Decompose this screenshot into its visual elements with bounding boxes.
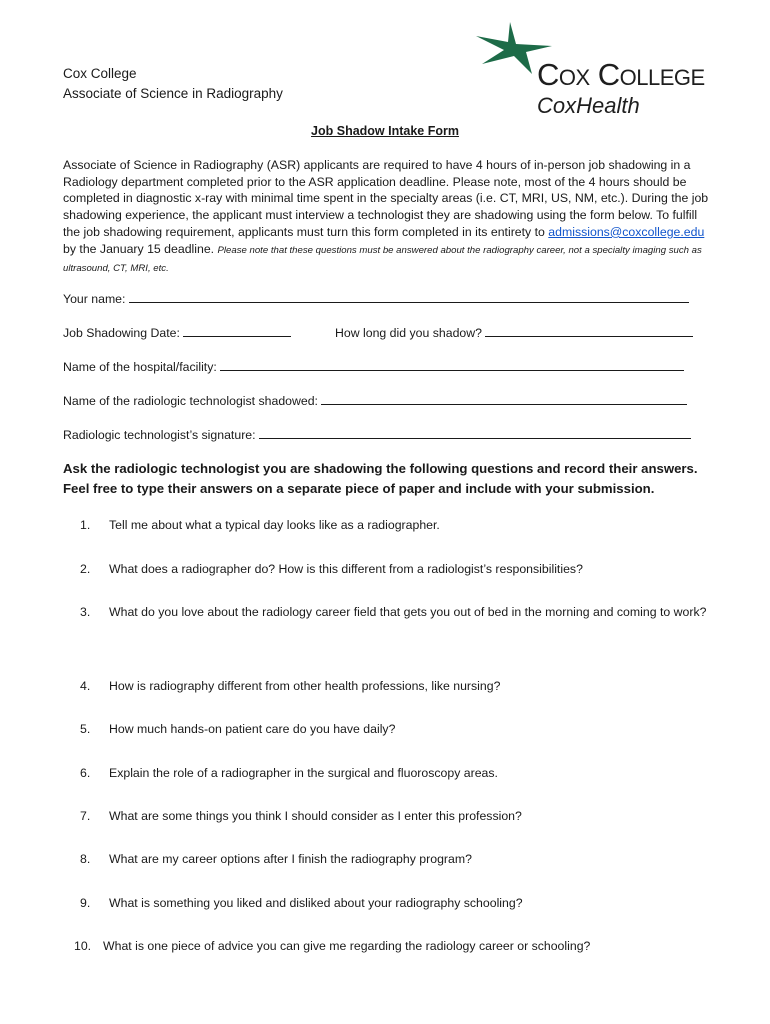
date-field[interactable] [183, 324, 291, 337]
date-label: Job Shadowing Date: [63, 326, 180, 340]
technologist-label: Name of the radiologic technologist shadowed: [63, 394, 318, 408]
question-number: 4. [80, 679, 91, 693]
list-item [80, 801, 710, 831]
question-text: How much hands-on patient care do you have daily? [109, 722, 396, 736]
question-number: 1. [80, 518, 91, 532]
list-item [80, 671, 710, 701]
question-number: 6. [80, 766, 91, 780]
deadline-text: by the January 15 deadline. [63, 241, 215, 256]
cox-college-logo [474, 22, 730, 122]
list-item [80, 714, 710, 744]
name-label: Your name: [63, 292, 126, 306]
intro-paragraph [63, 157, 713, 278]
question-number: 7. [80, 809, 91, 823]
question-text: What does a radiographer do? How is this different from a radiologist’s responsibilities? [109, 562, 583, 576]
question-number: 8. [80, 852, 91, 866]
program-name: Associate of Science in Radiography [63, 85, 283, 101]
duration-field[interactable] [485, 324, 693, 337]
question-number: 3. [80, 605, 91, 619]
list-item [74, 931, 704, 961]
specialty-note: Please note that these questions must be answered about the radiography career, not a specialty imaging such as ultrasound, CT, MRI, etc. [63, 244, 702, 275]
hospital-row [63, 358, 684, 374]
signature-row [63, 426, 691, 442]
form-title: Job Shadow Intake Form [311, 124, 459, 138]
organization-header [63, 64, 283, 103]
question-text: What is one piece of advice you can give me regarding the radiology career or schooling? [103, 939, 591, 953]
admissions-email-link[interactable]: admissions@coxcollege.edu [548, 224, 705, 239]
signature-label: Radiologic technologist’s signature: [63, 428, 256, 442]
duration-row [335, 324, 693, 340]
logo-subtitle: CoxHealth [537, 93, 640, 118]
technologist-field[interactable] [321, 392, 687, 405]
question-text: What do you love about the radiology career field that gets you out of bed in the morning and coming to work? [109, 605, 707, 619]
question-number: 2. [80, 562, 91, 576]
date-row [63, 324, 291, 340]
intro-text: Associate of Science in Radiography (ASR) applicants are required to have 4 hours of in-person job shadowing in a Radiology department completed prior to the ASR application deadline. Please note, most of the 4 hours should be completed in diagnostic x-ray with minimal time spent in the specialty areas (i.e. CT, MRI, US, NM, etc.). During the job shadowing experience, the applicant must interview a technologist they are shadowing using the form below. To fulfill the job shadowing requirement, applicants must turn this form completed in its entirety to [63, 158, 709, 239]
list-item [80, 758, 710, 788]
question-text: Tell me about what a typical day looks like as a radiographer. [109, 518, 440, 532]
question-number: 10. [74, 939, 92, 953]
question-number: 9. [80, 896, 91, 910]
name-field[interactable] [129, 290, 689, 303]
hospital-label: Name of the hospital/facility: [63, 360, 217, 374]
technologist-row [63, 392, 687, 408]
question-text: Explain the role of a radiographer in the surgical and fluoroscopy areas. [109, 766, 498, 780]
question-number: 5. [80, 722, 91, 736]
duration-label: How long did you shadow? [335, 326, 482, 340]
list-item [80, 554, 710, 584]
list-item [80, 844, 710, 874]
question-text: What are my career options after I finish the radiography program? [109, 852, 472, 866]
question-text: What is something you liked and disliked about your radiography schooling? [109, 896, 523, 910]
hospital-field[interactable] [220, 358, 684, 371]
logo-wordmark: Cox College [537, 57, 705, 92]
signature-field[interactable] [259, 426, 691, 439]
list-item [80, 888, 710, 918]
org-name: Cox College [63, 66, 137, 81]
question-text: What are some things you think I should consider as I enter this profession? [109, 809, 522, 823]
question-text: How is radiography different from other health professions, like nursing? [109, 679, 501, 693]
name-row [63, 290, 689, 306]
interview-instructions: Ask the radiologic technologist you are shadowing the following questions and record their answers. Feel free to type their answers on a separate piece of paper and include with your submission. [63, 461, 698, 496]
list-item [80, 510, 710, 540]
list-item [80, 597, 710, 627]
